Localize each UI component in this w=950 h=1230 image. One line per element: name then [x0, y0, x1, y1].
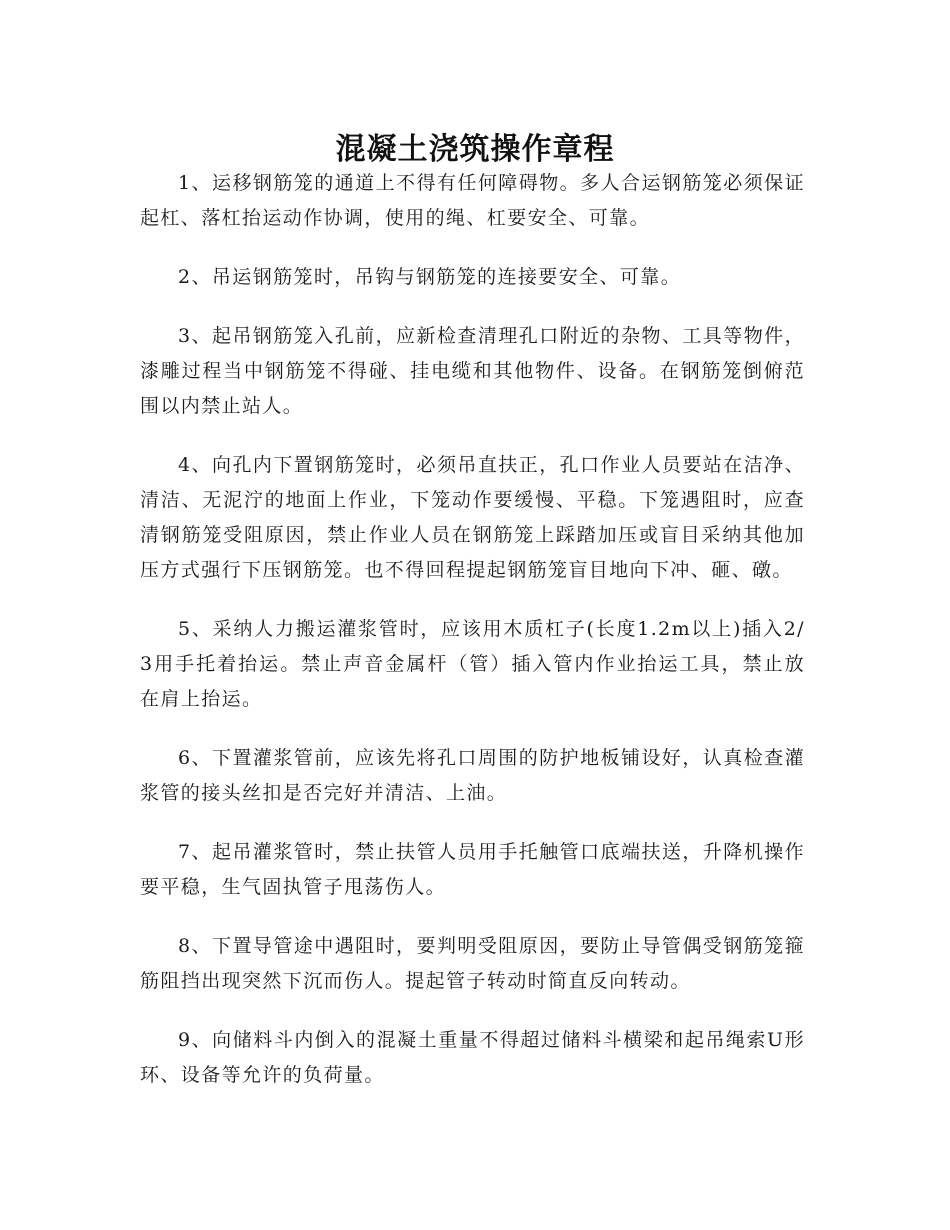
- paragraph-8: 8、下置导管途中遇阻时，要判明受阻原因，要防止导管偶受钢筋笼箍筋阻挡出现突然下沉而伤人。提起管子转动时简直反向转动。: [140, 935, 805, 992]
- paragraph-7: 7、起吊灌浆管时，禁止扶管人员用手托触管口底端扶送，升降机操作要平稳，生气固执管子甩荡伤人。: [140, 841, 805, 898]
- document-title: 混凝土浇筑操作章程: [335, 132, 615, 168]
- paragraph-3: 3、起吊钢筋笼入孔前，应新检查清理孔口附近的杂物、工具等物件，漆雕过程当中钢筋笼不得碰、挂电缆和其他物件、设备。在钢筋笼倒俯范围以内禁止站人。: [140, 325, 805, 417]
- document-body: [140, 166, 805, 1117]
- paragraph-6: 6、下置灌浆管前，应该先将孔口周围的防护地板铺设好，认真检查灌浆管的接头丝扣是否完好并清洁、上油。: [140, 747, 805, 804]
- paragraph-4: 4、向孔内下置钢筋笼时，必须吊直扶正，孔口作业人员要站在洁净、清洁、无泥泞的地面上作业，下笼动作要缓慢、平稳。下笼遇阻时，应查清钢筋笼受阻原因，禁止作业人员在钢筋笼上踩踏加压或盲目采纳其他加压方式强行下压钢筋笼。也不得回程提起钢筋笼盲目地向下冲、砸、礅。: [140, 454, 805, 581]
- paragraph-1: 1、运移钢筋笼的通道上不得有任何障碍物。多人合运钢筋笼必须保证起杠、落杠抬运动作协调，使用的绳、杠要安全、可靠。: [140, 172, 805, 229]
- paragraph-5: 5、采纳人力搬运灌浆管时，应该用木质杠子(长度1.2m以上)插入2/3用手托着抬运。禁止声音金属杆（管）插入管内作业抬运工具，禁止放在肩上抬运。: [140, 618, 805, 710]
- paragraph-9: 9、向储料斗内倒入的混凝土重量不得超过储料斗横梁和起吊绳索U形环、设备等允许的负荷量。: [140, 1029, 805, 1086]
- paragraph-2: 2、吊运钢筋笼时，吊钩与钢筋笼的连接要安全、可靠。: [178, 266, 682, 288]
